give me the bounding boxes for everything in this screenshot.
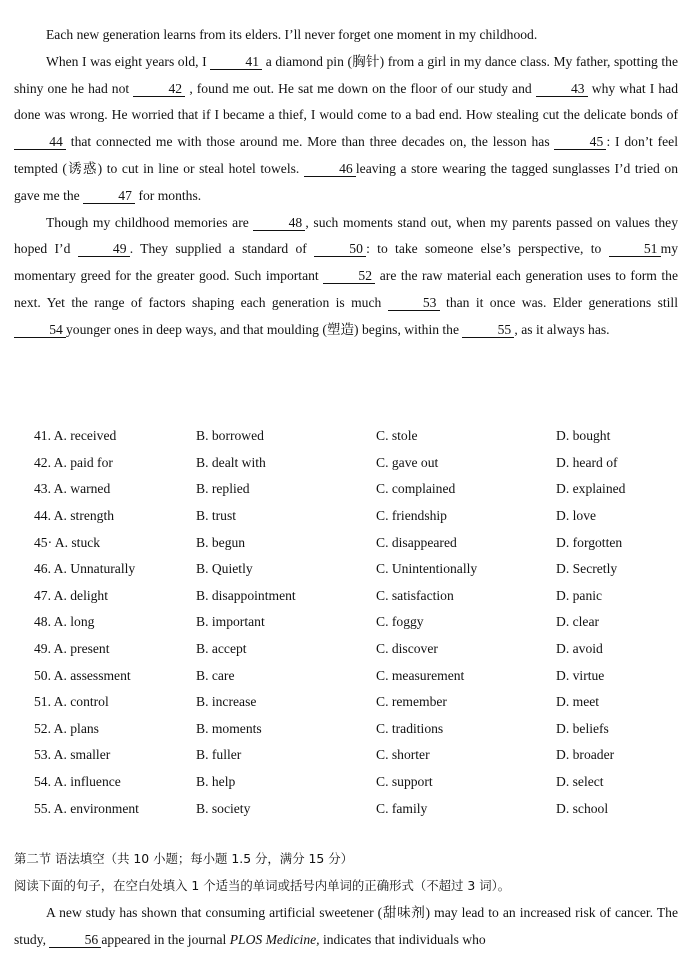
blank-49: 49: [78, 241, 130, 257]
blank-48: 48: [253, 215, 305, 231]
blank-56: 56: [49, 932, 101, 948]
option-choice: D. panic: [556, 587, 603, 603]
grammar-passage: [14, 900, 678, 954]
option-row: [34, 423, 674, 450]
blank-52: 52: [323, 268, 375, 284]
option-choice: C. discover: [376, 641, 438, 657]
option-row: [34, 503, 674, 530]
option-choice: C. friendship: [376, 508, 447, 524]
option-choice: C. traditions: [376, 720, 444, 736]
option-choice: B. replied: [196, 481, 250, 497]
option-choice: D. meet: [556, 694, 600, 710]
blank-45: 45: [554, 134, 606, 150]
option-row: [34, 556, 674, 583]
option-choice: D. forgotten: [556, 534, 623, 550]
option-choice: B. moments: [196, 720, 262, 736]
option-row: [34, 476, 674, 503]
blank-54: 54: [14, 322, 66, 338]
option-choice: D. bought: [556, 428, 611, 444]
journal-name: PLOS Medicine,: [229, 931, 320, 947]
option-choice: C. family: [376, 800, 428, 816]
option-choice: 45· A. stuck: [34, 534, 101, 550]
option-choice: B. increase: [196, 694, 257, 710]
option-choice: C. complained: [376, 481, 456, 497]
option-row: [34, 795, 674, 822]
option-choice: 48. A. long: [34, 614, 95, 630]
section-heading: 第二节 语法填空（共 10 小题；每小题 1.5 分，满分 15 分）: [14, 851, 354, 866]
grammar-paragraph: A new study has shown that consuming artificial sweetener (甜味剂) may lead to an increased risk of cancer. The study, 56 appeared in the journal PLOS Medicine, indicates that individuals who: [14, 905, 678, 947]
option-choice: C. stole: [376, 428, 418, 444]
option-row: [34, 450, 674, 477]
passage-paragraph: Though my childhood memories are 48 , such moments stand out, when my parents passed on values they hoped I’d 49 . They supplied a standard of 50 : to take someone else’s perspective, to 51 my momentary greed for the greater good. Such important 52 are the raw material each generation uses to form the next. Yet the range of factors shaping each generation is much 53 than it once was. Elder generations still 54 younger ones in deep ways, and that moulding (塑造) begins, within the 55 , as it always has.: [14, 214, 678, 337]
option-choice: C. measurement: [376, 667, 465, 683]
option-choice: D. broader: [556, 747, 615, 763]
option-choice: B. important: [196, 614, 265, 630]
option-row: [34, 689, 674, 716]
option-choice: 44. A. strength: [34, 508, 115, 524]
blank-43: 43: [536, 81, 588, 97]
option-choice: B. begun: [196, 534, 246, 550]
option-choice: 50. A. assessment: [34, 667, 131, 683]
cloze-passage: [14, 22, 678, 344]
option-row: [34, 636, 674, 663]
option-choice: B. care: [196, 667, 235, 683]
option-choice: C. Unintentionally: [376, 561, 478, 577]
option-choice: B. society: [196, 800, 251, 816]
option-choice: D. clear: [556, 614, 600, 630]
option-row: [34, 662, 674, 689]
option-row: [34, 529, 674, 556]
option-row: [34, 609, 674, 636]
option-choice: 54. A. influence: [34, 774, 121, 790]
blank-41: 41: [210, 54, 262, 70]
option-choice: 49. A. present: [34, 641, 110, 657]
option-choice: 52. A. plans: [34, 720, 99, 736]
option-choice: D. love: [556, 508, 597, 524]
blank-50: 50: [314, 241, 366, 257]
option-choice: 41. A. received: [34, 428, 117, 444]
option-row: [34, 742, 674, 769]
option-choice: D. virtue: [556, 667, 605, 683]
passage-paragraph: Each new generation learns from its elders. I’ll never forget one moment in my childhood.: [46, 27, 538, 42]
option-choice: B. dealt with: [196, 454, 266, 470]
option-row: [34, 583, 674, 610]
blank-55: 55: [462, 322, 514, 338]
option-choice: B. fuller: [196, 747, 242, 763]
option-choice: 51. A. control: [34, 694, 109, 710]
option-choice: C. remember: [376, 694, 447, 710]
option-choice: B. borrowed: [196, 428, 264, 444]
option-choice: C. gave out: [376, 454, 439, 470]
option-choice: 55. A. environment: [34, 800, 139, 816]
blank-42: 42: [133, 81, 185, 97]
option-choice: D. select: [556, 774, 604, 790]
blank-53: 53: [388, 295, 440, 311]
option-choice: C. support: [376, 774, 433, 790]
option-choice: B. accept: [196, 641, 247, 657]
option-choice: B. trust: [196, 508, 237, 524]
option-choice: C. foggy: [376, 614, 424, 630]
answer-options: [34, 423, 674, 822]
blank-46: 46: [304, 161, 356, 177]
option-choice: D. school: [556, 800, 609, 816]
option-choice: D. avoid: [556, 641, 603, 657]
option-choice: D. beliefs: [556, 720, 609, 736]
option-choice: 42. A. paid for: [34, 454, 113, 470]
option-choice: D. heard of: [556, 454, 618, 470]
option-choice: 47. A. delight: [34, 587, 109, 603]
blank-47: 47: [83, 188, 135, 204]
passage-paragraph: When I was eight years old, I 41 a diamond pin (胸针) from a girl in my dance class. My father, spotting the shiny one he had not 42 , found me out. He sat me down on the floor of our study and 43 why what I had done was wrong. He worried that if I became a thief, I would come to a bad end. How stealing cut the delicate bonds of 44 that connected me with those around me. More than three decades on, the lesson has 45 : I don’t feel tempted (诱惑) to cut in line or steal hotel towels. 46 leaving a store wearing the tagged sunglasses I’d tried on gave me the 47 for months.: [14, 53, 678, 203]
option-choice: B. disappointment: [196, 587, 296, 603]
option-choice: 53. A. smaller: [34, 747, 111, 763]
option-choice: B. Quietly: [196, 561, 253, 577]
option-choice: B. help: [196, 774, 236, 790]
option-row: [34, 716, 674, 743]
option-choice: C. satisfaction: [376, 587, 454, 603]
option-choice: C. disappeared: [376, 534, 457, 550]
option-choice: C. shorter: [376, 747, 430, 763]
blank-51: 51: [609, 241, 661, 257]
option-choice: D. explained: [556, 481, 626, 497]
option-row: [34, 769, 674, 796]
section-instruction: 阅读下面的句子，在空白处填入 1 个适当的单词或括号内单词的正确形式（不超过 3 词）。: [14, 878, 511, 893]
blank-44: 44: [14, 134, 66, 150]
option-choice: 43. A. warned: [34, 481, 111, 497]
option-choice: D. Secretly: [556, 561, 618, 577]
option-choice: 46. A. Unnaturally: [34, 561, 136, 577]
